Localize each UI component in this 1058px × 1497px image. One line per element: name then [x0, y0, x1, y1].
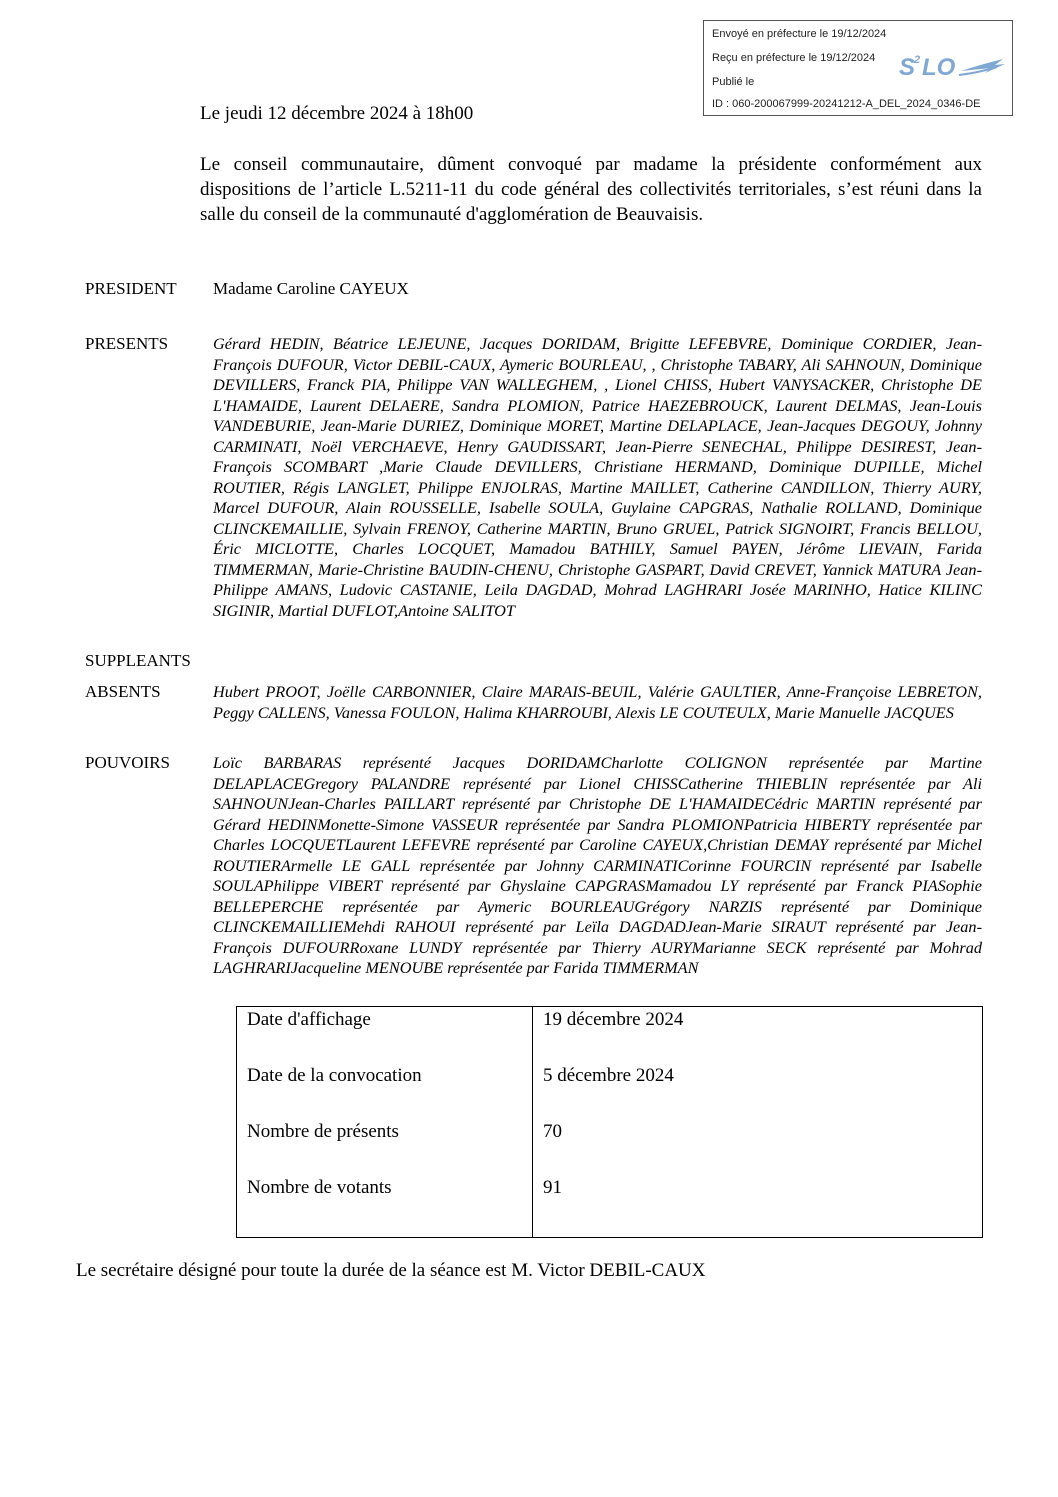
- info-value: 91: [543, 1177, 562, 1198]
- info-value: 19 décembre 2024: [543, 1009, 684, 1030]
- s2lo-logo-icon: [899, 51, 1009, 81]
- stamp-published: Publié le: [712, 76, 755, 88]
- svg-text:S: S: [899, 54, 916, 81]
- info-value: 70: [543, 1121, 562, 1142]
- prefecture-stamp: [703, 20, 1013, 116]
- info-label: Date de la convocation: [237, 1065, 533, 1121]
- intro-paragraph: Le conseil communautaire, dûment convoqué par madame la présidente conformément aux dispositions de l’article L.5211-11 du code général des collectivités territoriales, s’est réuni dans la salle du conseil de la communauté d'agglomération de Beauvaisis.: [200, 154, 982, 225]
- president-label: PRESIDENT: [85, 279, 177, 298]
- suppleants-label: SUPPLEANTS: [85, 651, 191, 670]
- info-label: Nombre de présents: [237, 1121, 533, 1177]
- absents-list: Hubert PROOT, Joëlle CARBONNIER, Claire MARAIS-BEUIL, Valérie GAULTIER, Anne-Françoise LEBRETON, Peggy CALLENS, Vanessa FOULON, Halima KHARROUBI, Alexis LE COUTEULX, Marie Manuelle JACQUES: [213, 682, 982, 722]
- svg-text:2: 2: [914, 54, 921, 66]
- svg-text:LO: LO: [922, 54, 956, 81]
- meeting-info-table: [236, 1006, 983, 1238]
- absents-label: ABSENTS: [85, 682, 161, 701]
- presents-list: Gérard HEDIN, Béatrice LEJEUNE, Jacques DORIDAM, Brigitte LEFEBVRE, Dominique CORDIER, Jean-François DUFOUR, Victor DEBIL-CAUX, Aymeric BOURLEAU, , Christophe TABARY, Ali SAHNOUN, Dominique DEVILLERS, Franck PIA, Philippe VAN WALLEGHEM, , Lionel CHISS, Hubert VANYSACKER, Christophe DE L'HAMAIDE, Laurent DELAERE, Sandra PLOMION, Patrice HAEZEBROUCK, Laurent DELMAS, Jean-Louis VANDEBURIE, Jean-Marie DURIEZ, Dominique MORET, Martine DELAPLACE, Jean-Jacques DEGOUY, Johnny CARMINATI, Noël VERCHAEVE, Henry GAUDISSART, Jean-Pierre SENECHAL, Philippe DESIREST, Jean-François SCOMBART ,Marie Claude DEVILLERS, Christiane HERMAND, Dominique DUPILLE, Michel ROUTIER, Régis LANGLET, Philippe ENJOLRAS, Martine MAILLET, Catherine CANDILLON, Thierry AURY, Marcel DUFOUR, Alain ROUSSELLE, Isabelle SOULA, Guylaine CAPGRAS, Nathalie ROLLAND, Dominique CLINCKEMAILLIE, Sylvain FRENOY, Catherine MARTIN, Bruno GRUEL, Patrick SIGNOIRT, Francis BELLOU, Éric MICLOTTE, Charles LOCQUET, Mamadou BATHILY, Samuel PAYEN, Jérôme LIEVAIN, Farida TIMMERMAN, Marie-Christine BAUDIN-CHENU, Christophe GASPART, David CREVET, Yannick MATURA Jean-Philippe AMANS, Ludovic CASTANIE, Leila DAGDAD, Mohrad LAGHRARI Josée MARINHO, Hatice KILINC SIGINIR, Martial DUFLOT,Antoine SALITOT: [213, 334, 982, 620]
- table-row: [237, 1007, 983, 1066]
- stamp-id: ID : 060-200067999-20241212-A_DEL_2024_0346-DE: [712, 98, 981, 110]
- pouvoirs-label: POUVOIRS: [85, 753, 171, 772]
- info-value: 5 décembre 2024: [543, 1065, 674, 1086]
- meeting-datetime: Le jeudi 12 décembre 2024 à 18h00: [200, 103, 474, 124]
- table-row: [237, 1065, 983, 1121]
- secretary-statement: Le secrétaire désigné pour toute la durée de la séance est M. Victor DEBIL-CAUX: [76, 1260, 706, 1281]
- info-label: Nombre de votants: [237, 1177, 533, 1238]
- table-row: [237, 1121, 983, 1177]
- president-name: Madame Caroline CAYEUX: [213, 279, 409, 298]
- stamp-sent-date: Envoyé en préfecture le 19/12/2024: [712, 28, 887, 40]
- pouvoirs-list: Loïc BARBARAS représenté Jacques DORIDAMCharlotte COLIGNON représentée par Martine DELAPLACEGregory PALANDRE représenté par Lionel CHISSCatherine THIEBLIN représentée par Ali SAHNOUNJean-Charles PAILLART représenté par Christophe DE L'HAMAIDECédric MARTIN représenté par Gérard HEDINMonette-Simone VASSEUR représentée par Sandra PLOMIONPatricia HIBERTY représentée par Charles LOCQUETLaurent LEFEVRE représenté par Caroline CAYEUX,Christian DEMAY représenté par Michel ROUTIERArmelle LE GALL représentée par Johnny CARMINATICorinne FOURCIN représenté par Isabelle SOULAPhilippe VIBERT représenté par Ghyslaine CAPGRASMamadou LY représenté par Franck PIASophie BELLEPERCHE représentée par Aymeric BOURLEAUGrégory NARZIS représenté par Dominique CLINCKEMAILLIEMehdi RAHOUI représenté par Leïla DAGDADJean-Marie SIRAUT représenté par Jean-François DUFOURRoxane LUNDY représentée par Thierry AURYMarianne SECK représenté par Mohrad LAGHRARIJacqueline MENOUBE représentée par Farida TIMMERMAN: [213, 753, 982, 977]
- table-row: [237, 1177, 983, 1238]
- presents-label: PRESENTS: [85, 334, 169, 353]
- info-label: Date d'affichage: [237, 1007, 533, 1066]
- stamp-received-date: Reçu en préfecture le 19/12/2024: [712, 52, 876, 64]
